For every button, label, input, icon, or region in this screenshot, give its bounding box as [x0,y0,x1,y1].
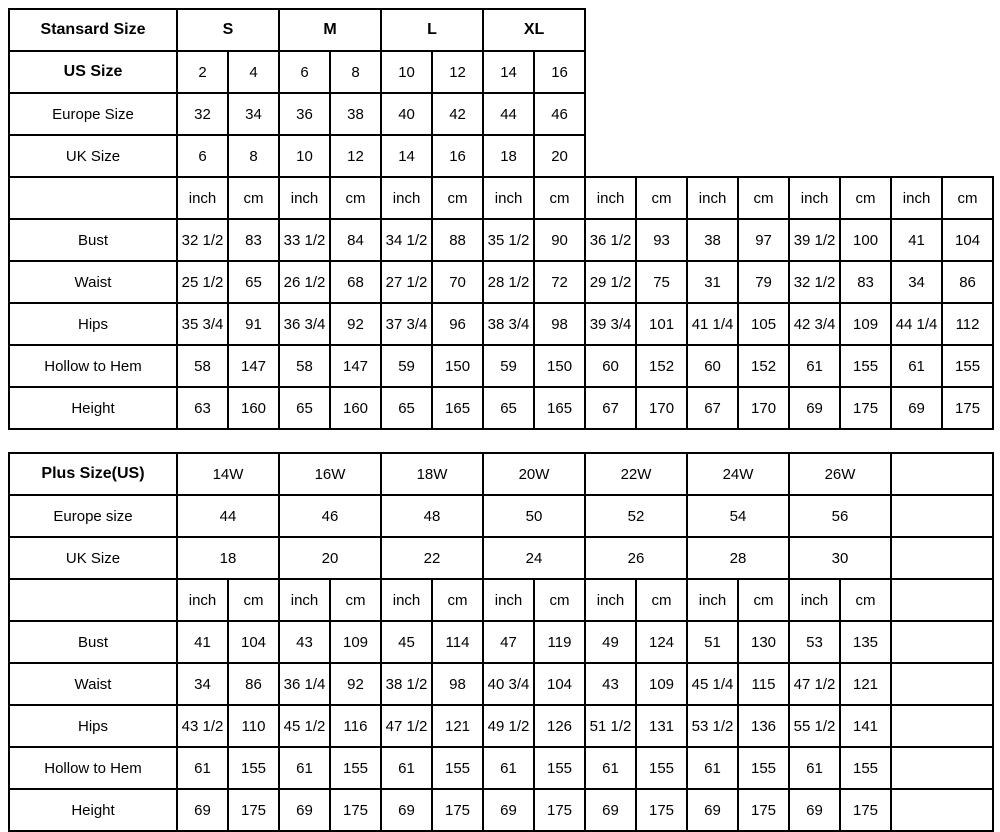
table-cell: inch [585,579,636,621]
table-cell: 155 [942,345,993,387]
table-cell: 114 [432,621,483,663]
table-cell: cm [942,177,993,219]
table-cell: 96 [432,303,483,345]
table-cell: 35 1/2 [483,219,534,261]
table-cell: 155 [738,747,789,789]
table-cell: 175 [840,789,891,831]
table-cell: 58 [177,345,228,387]
table-cell: 150 [432,345,483,387]
table-cell: 45 1/2 [279,705,330,747]
table-cell: 41 [177,621,228,663]
table-cell: 35 3/4 [177,303,228,345]
table-cell: 69 [789,789,840,831]
plus-header-row [9,453,993,495]
table-cell: 60 [585,345,636,387]
table-cell: 16 [534,51,585,93]
table-cell: 109 [840,303,891,345]
table-cell: 121 [840,663,891,705]
table-cell: 14W [177,453,279,495]
table-cell: 147 [228,345,279,387]
table-cell: 12 [432,51,483,93]
table-cell: 109 [330,621,381,663]
plus-hollow-to-hem-row [9,747,993,789]
table-cell: inch [279,177,330,219]
table-cell: 141 [840,705,891,747]
table-cell: Hollow to Hem [9,747,177,789]
table-cell: 61 [585,747,636,789]
table-cell: UK Size [9,537,177,579]
table-cell: Hips [9,705,177,747]
table-cell: 160 [330,387,381,429]
table-cell: 69 [279,789,330,831]
table-cell: 67 [585,387,636,429]
table-cell: 42 3/4 [789,303,840,345]
table-cell: cm [228,177,279,219]
table-cell: inch [585,177,636,219]
table-cell: 61 [789,747,840,789]
table-cell: 65 [228,261,279,303]
table-cell: 28 1/2 [483,261,534,303]
table-cell: 92 [330,663,381,705]
table-cell: 2 [177,51,228,93]
table-cell: 165 [534,387,585,429]
table-cell: 10 [381,51,432,93]
table-cell: 29 1/2 [585,261,636,303]
table-cell: 16 [432,135,483,177]
table-cell: 16W [279,453,381,495]
table-cell [891,453,993,495]
table-cell: 27 1/2 [381,261,432,303]
table-cell: 170 [636,387,687,429]
table-cell: 63 [177,387,228,429]
table-cell: 160 [228,387,279,429]
table-cell: 109 [636,663,687,705]
table-cell: 69 [381,789,432,831]
table-cell: 48 [381,495,483,537]
table-cell: 152 [636,345,687,387]
table-cell: 92 [330,303,381,345]
table-cell: 26 [585,537,687,579]
table-cell: 104 [534,663,585,705]
table-cell: 42 [432,93,483,135]
table-cell [891,705,993,747]
table-cell: 112 [942,303,993,345]
table-cell: Height [9,387,177,429]
table-cell: inch [789,177,840,219]
table-cell: 34 1/2 [381,219,432,261]
standard-header-row [9,9,993,51]
table-cell: 152 [738,345,789,387]
table-cell: 18 [177,537,279,579]
table-cell: 38 [330,93,381,135]
us-size-row [9,51,993,93]
table-cell: 39 3/4 [585,303,636,345]
table-cell: 69 [483,789,534,831]
table-cell: inch [177,579,228,621]
table-cell: 49 [585,621,636,663]
table-cell: 98 [432,663,483,705]
table-cell: 79 [738,261,789,303]
table-cell: 22 [381,537,483,579]
plus-europe-size-row [9,495,993,537]
table-cell: 43 [585,663,636,705]
table-cell: 175 [636,789,687,831]
table-cell: 47 1/2 [789,663,840,705]
table-cell: 175 [330,789,381,831]
table-cell: 18 [483,135,534,177]
table-cell: 124 [636,621,687,663]
table-cell: 51 1/2 [585,705,636,747]
table-cell: 24 [483,537,585,579]
table-cell: 8 [228,135,279,177]
table-cell: inch [891,177,942,219]
table-cell: 130 [738,621,789,663]
table-cell: inch [279,579,330,621]
table-cell: 34 [228,93,279,135]
plus-waist-row [9,663,993,705]
table-cell: 54 [687,495,789,537]
table-cell: 31 [687,261,738,303]
table-cell: 53 1/2 [687,705,738,747]
plus-unit-row [9,579,993,621]
plus-bust-row [9,621,993,663]
table-cell: cm [228,579,279,621]
table-cell: 45 1/4 [687,663,738,705]
table-cell: 34 [177,663,228,705]
table-cell: 38 1/2 [381,663,432,705]
table-cell: Hips [9,303,177,345]
table-gap [8,430,992,452]
table-cell: XL [483,9,585,51]
table-cell: 135 [840,621,891,663]
table-cell: 39 1/2 [789,219,840,261]
table-cell: 69 [687,789,738,831]
table-cell: Bust [9,219,177,261]
table-cell: 104 [942,219,993,261]
table-cell: 18W [381,453,483,495]
table-cell: 50 [483,495,585,537]
europe-size-row [9,93,993,135]
table-cell [891,537,993,579]
table-cell: L [381,9,483,51]
table-cell: 67 [687,387,738,429]
table-cell: 61 [789,345,840,387]
table-cell [891,621,993,663]
table-cell: 170 [738,387,789,429]
table-cell: 116 [330,705,381,747]
table-cell: cm [534,177,585,219]
table-cell: 175 [840,387,891,429]
table-cell: 61 [687,747,738,789]
table-cell: cm [636,177,687,219]
table-cell: 32 1/2 [177,219,228,261]
table-cell: 30 [789,537,891,579]
table-cell: 147 [330,345,381,387]
table-cell: US Size [9,51,177,93]
table-cell [9,177,177,219]
table-cell: 14 [381,135,432,177]
table-cell: 20 [534,135,585,177]
table-cell: 56 [789,495,891,537]
table-cell: inch [381,177,432,219]
table-cell: Height [9,789,177,831]
table-cell: 20W [483,453,585,495]
table-cell: inch [789,579,840,621]
table-cell: inch [483,177,534,219]
table-cell: 88 [432,219,483,261]
table-cell: 44 1/4 [891,303,942,345]
table-cell: 69 [177,789,228,831]
table-cell: cm [738,177,789,219]
table-cell: 38 [687,219,738,261]
table-cell: 155 [228,747,279,789]
table-cell: 155 [432,747,483,789]
table-cell: 36 3/4 [279,303,330,345]
table-cell: cm [432,579,483,621]
table-cell: 26 1/2 [279,261,330,303]
table-cell: 69 [891,387,942,429]
table-cell: 46 [279,495,381,537]
hips-row [9,303,993,345]
table-cell: 59 [483,345,534,387]
bust-row [9,219,993,261]
table-cell: 65 [381,387,432,429]
table-cell: cm [330,177,381,219]
hollow-to-hem-row [9,345,993,387]
table-cell: 37 3/4 [381,303,432,345]
table-cell: 40 3/4 [483,663,534,705]
table-cell: cm [636,579,687,621]
table-cell: 93 [636,219,687,261]
table-cell: 53 [789,621,840,663]
table-cell: 10 [279,135,330,177]
table-cell: 155 [636,747,687,789]
table-cell: 155 [840,747,891,789]
table-cell: 12 [330,135,381,177]
table-cell: 45 [381,621,432,663]
table-cell: Stansard Size [9,9,177,51]
table-cell: 91 [228,303,279,345]
plus-uk-size-row [9,537,993,579]
table-cell: 49 1/2 [483,705,534,747]
plus-size-table [8,452,994,832]
table-cell: cm [840,177,891,219]
table-cell: 165 [432,387,483,429]
standard-size-table [8,8,994,430]
table-cell: inch [177,177,228,219]
table-cell: 20 [279,537,381,579]
plus-hips-row [9,705,993,747]
table-cell: 47 [483,621,534,663]
table-cell: 38 3/4 [483,303,534,345]
table-cell: 46 [534,93,585,135]
table-cell: 175 [534,789,585,831]
table-cell: 90 [534,219,585,261]
table-cell: 52 [585,495,687,537]
waist-row [9,261,993,303]
table-cell: 34 [891,261,942,303]
table-cell: 65 [279,387,330,429]
table-cell [891,663,993,705]
table-cell: 175 [228,789,279,831]
table-cell: 8 [330,51,381,93]
table-cell: 4 [228,51,279,93]
table-cell: 44 [483,93,534,135]
table-cell: 104 [228,621,279,663]
table-cell: 126 [534,705,585,747]
table-cell: 6 [177,135,228,177]
table-cell: inch [483,579,534,621]
table-cell: 47 1/2 [381,705,432,747]
table-cell: Waist [9,663,177,705]
table-cell: 6 [279,51,330,93]
table-cell: Hollow to Hem [9,345,177,387]
table-cell: 65 [483,387,534,429]
table-cell: cm [534,579,585,621]
table-cell: 44 [177,495,279,537]
table-cell [9,579,177,621]
table-cell: Europe Size [9,93,177,135]
table-cell: 36 1/4 [279,663,330,705]
table-cell: 36 1/2 [585,219,636,261]
table-cell: 69 [789,387,840,429]
table-cell: 24W [687,453,789,495]
table-cell: 115 [738,663,789,705]
table-cell: 25 1/2 [177,261,228,303]
table-cell: cm [330,579,381,621]
uk-size-row [9,135,993,177]
table-cell: Bust [9,621,177,663]
table-cell: 86 [942,261,993,303]
table-cell: 155 [534,747,585,789]
table-cell: 100 [840,219,891,261]
table-cell: inch [381,579,432,621]
table-cell: 41 [891,219,942,261]
table-cell: 83 [840,261,891,303]
table-cell: 14 [483,51,534,93]
table-cell: cm [432,177,483,219]
table-cell: 70 [432,261,483,303]
table-cell: 33 1/2 [279,219,330,261]
table-cell: 121 [432,705,483,747]
table-cell: M [279,9,381,51]
table-cell: UK Size [9,135,177,177]
table-cell: 69 [585,789,636,831]
table-cell: 105 [738,303,789,345]
table-cell: 61 [279,747,330,789]
table-cell: 155 [840,345,891,387]
table-cell: 36 [279,93,330,135]
table-cell: 175 [738,789,789,831]
table-cell: 61 [891,345,942,387]
height-row [9,387,993,429]
table-cell: 61 [483,747,534,789]
table-cell: Waist [9,261,177,303]
table-cell: 86 [228,663,279,705]
table-cell: 41 1/4 [687,303,738,345]
table-cell: 75 [636,261,687,303]
table-cell: 28 [687,537,789,579]
table-cell: 59 [381,345,432,387]
unit-row [9,177,993,219]
table-cell: 119 [534,621,585,663]
table-cell: 60 [687,345,738,387]
table-cell [891,747,993,789]
table-cell: 101 [636,303,687,345]
table-cell: 43 [279,621,330,663]
table-cell: 131 [636,705,687,747]
table-cell: Europe size [9,495,177,537]
table-cell: S [177,9,279,51]
table-cell: 61 [381,747,432,789]
table-cell: cm [840,579,891,621]
table-cell: 72 [534,261,585,303]
table-cell: 55 1/2 [789,705,840,747]
plus-height-row [9,789,993,831]
table-cell: cm [738,579,789,621]
table-cell [891,789,993,831]
table-cell [891,579,993,621]
table-cell: 51 [687,621,738,663]
table-cell: 175 [942,387,993,429]
table-cell: 26W [789,453,891,495]
table-cell: 32 1/2 [789,261,840,303]
table-cell: 84 [330,219,381,261]
table-cell [891,495,993,537]
table-cell: 40 [381,93,432,135]
table-cell: 32 [177,93,228,135]
table-cell: 110 [228,705,279,747]
table-cell: 175 [432,789,483,831]
table-cell: inch [687,579,738,621]
table-cell: 155 [330,747,381,789]
table-cell: 150 [534,345,585,387]
table-cell: 98 [534,303,585,345]
table-cell: 43 1/2 [177,705,228,747]
table-cell: 136 [738,705,789,747]
table-cell: inch [687,177,738,219]
table-cell: 83 [228,219,279,261]
table-cell: 58 [279,345,330,387]
table-cell: 68 [330,261,381,303]
table-cell: 22W [585,453,687,495]
table-cell: 97 [738,219,789,261]
table-cell: 61 [177,747,228,789]
table-cell: Plus Size(US) [9,453,177,495]
